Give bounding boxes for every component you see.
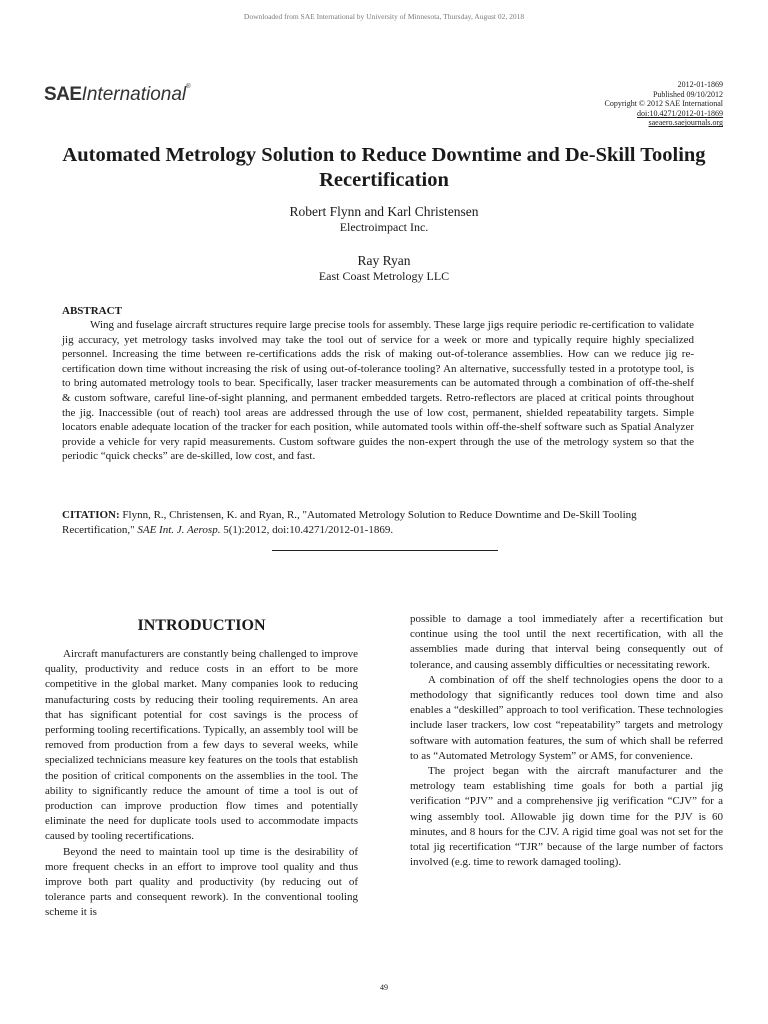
intro-paragraph: The project began with the aircraft manufacturer and the metrology team establishing time goals for both a partial jig verification “PJV” and a comprehensive jig verification “CJV” for a wing assembly tool. Allowable jig down time for the PJV is 60 minutes, and 8 hours for the CJV. A rigid time goal was not set for the total jig recertification “TJR” because of the large number of factors involved (e.g. time to rework damaged tooling).	[410, 765, 723, 869]
abstract-text: Wing and fuselage aircraft structures require large precise tools for assembly. These large jigs require periodic re-certification to validate jig accuracy, yet metrology tasks involved may take the tool out of service for a week or more and typically require highly specialized personnel. Increasing the time between re-certifications adds the risk of making out-of-tolerance assemblies. How can we reduce jig re-certification down time without increasing the risk of using out-of-tolerance tooling? An alternative, successfully tested in a prototype tool, is to bring automated metrology tools to bear. Specifically, laser tracker measurements can be automated through a combination of off-the-shelf & custom software, careful line-of-sight planning, and permanent embedded targets. Retro-reflectors are placed at critical points throughout the jig. Inaccessible (out of reach) tool areas are addressed through the use of low cost, permanent, shielded repeatability targets. Simple locators enable adequate location of the tracker for each position, while automated tools within off-the-shelf software such as Spatial Analyzer provide a vehicle for very rapid measurements. Custom software guides the non-expert through the use of the metrology system so that the periodic “quick checks” are de-skilled, low cost, and fast.	[62, 319, 694, 463]
introduction-heading: INTRODUCTION	[137, 617, 266, 634]
paper-number: 2012-01-1869	[677, 80, 723, 89]
citation-label: CITATION:	[62, 509, 120, 521]
journal-site-link[interactable]: saeaero.saejournals.org	[648, 118, 723, 128]
section-divider	[272, 550, 498, 551]
author-affiliation-1: Electroimpact Inc.	[339, 220, 429, 234]
logo-trademark: ®	[186, 84, 191, 90]
citation-authors-title: Flynn, R., Christensen, K. and Ryan, R., "Automated Metrology Solution to Reduce Downtime and De-Skill Tooling Recertification,"	[62, 509, 637, 536]
paper-metadata	[604, 80, 723, 128]
sae-international-logo	[44, 84, 191, 106]
author-names-1: Robert Flynn and Karl Christensen	[289, 204, 479, 219]
citation-journal: SAE Int. J. Aerosp.	[137, 524, 221, 536]
author-block	[0, 203, 768, 284]
left-column	[45, 616, 358, 921]
abstract-heading: ABSTRACT	[62, 305, 122, 317]
right-column	[410, 612, 723, 870]
citation	[62, 508, 694, 538]
logo-sae: SAE	[44, 84, 82, 105]
published-date: Published 09/10/2012	[652, 89, 723, 99]
doi-link[interactable]: doi:10.4271/2012-01-1869	[637, 108, 723, 118]
paper-title: Automated Metrology Solution to Reduce Downtime and De-Skill Tooling Recertification	[62, 144, 706, 191]
abstract-section	[62, 304, 694, 464]
copyright: Copyright © 2012 SAE International	[604, 99, 723, 109]
author-names-2: Ray Ryan	[357, 253, 411, 268]
page-number: 49	[380, 983, 388, 992]
intro-paragraph: Aircraft manufacturers are constantly being challenged to improve quality, productivity and reduce costs in an effort to be more competitive in the global market. Many companies look to reducing manufacturing costs by reducing their tooling requirements. An area that has significant potential for cost savings is the process of performing tooling recertifications. Typically, an assembly tool will be removed from production from a few days to several weeks, while specialized technicians measure key features on the tools that establish the position of critical components on the assemblies in the tool. The ability to significantly reduce the amount of time a tool is out of production can improve production flow times and potentially eliminate the need for duplicate tools used to accommodate impacts caused by tooling recertifications.	[45, 648, 358, 843]
citation-volume-doi: 5(1):2012, doi:10.4271/2012-01-1869.	[220, 524, 394, 536]
intro-paragraph: Beyond the need to maintain tool up time is the desirability of more frequent checks in an effort to improve tool quality and thus improve both part quality and productivity (by reducing out of tolerance parts and consequent rework). In the conventional tooling scheme it is	[45, 845, 358, 919]
download-banner: Downloaded from SAE International by University of Minnesota, Thursday, August 02, 2018	[243, 12, 525, 21]
author-affiliation-2: East Coast Metrology LLC	[318, 269, 450, 283]
intro-paragraph-continued: possible to damage a tool immediately after a recertification but continue using the tool until the next recertification, with all the assemblies made during that interval being consequently out of tolerance, and causing assembly difficulties or necessitating rework.	[410, 613, 723, 671]
logo-international: International	[81, 84, 187, 105]
intro-paragraph: A combination of off the shelf technologies opens the door to a methodology that significantly reduces tool down time and also enables a “deskilled” approach to tool verification. These technologies include laser trackers, low cost “repeatability” targets and metrology software with automation features, the sum of which shall be referred to as “Automated Metrology System” or AMS, for convenience.	[410, 673, 723, 762]
